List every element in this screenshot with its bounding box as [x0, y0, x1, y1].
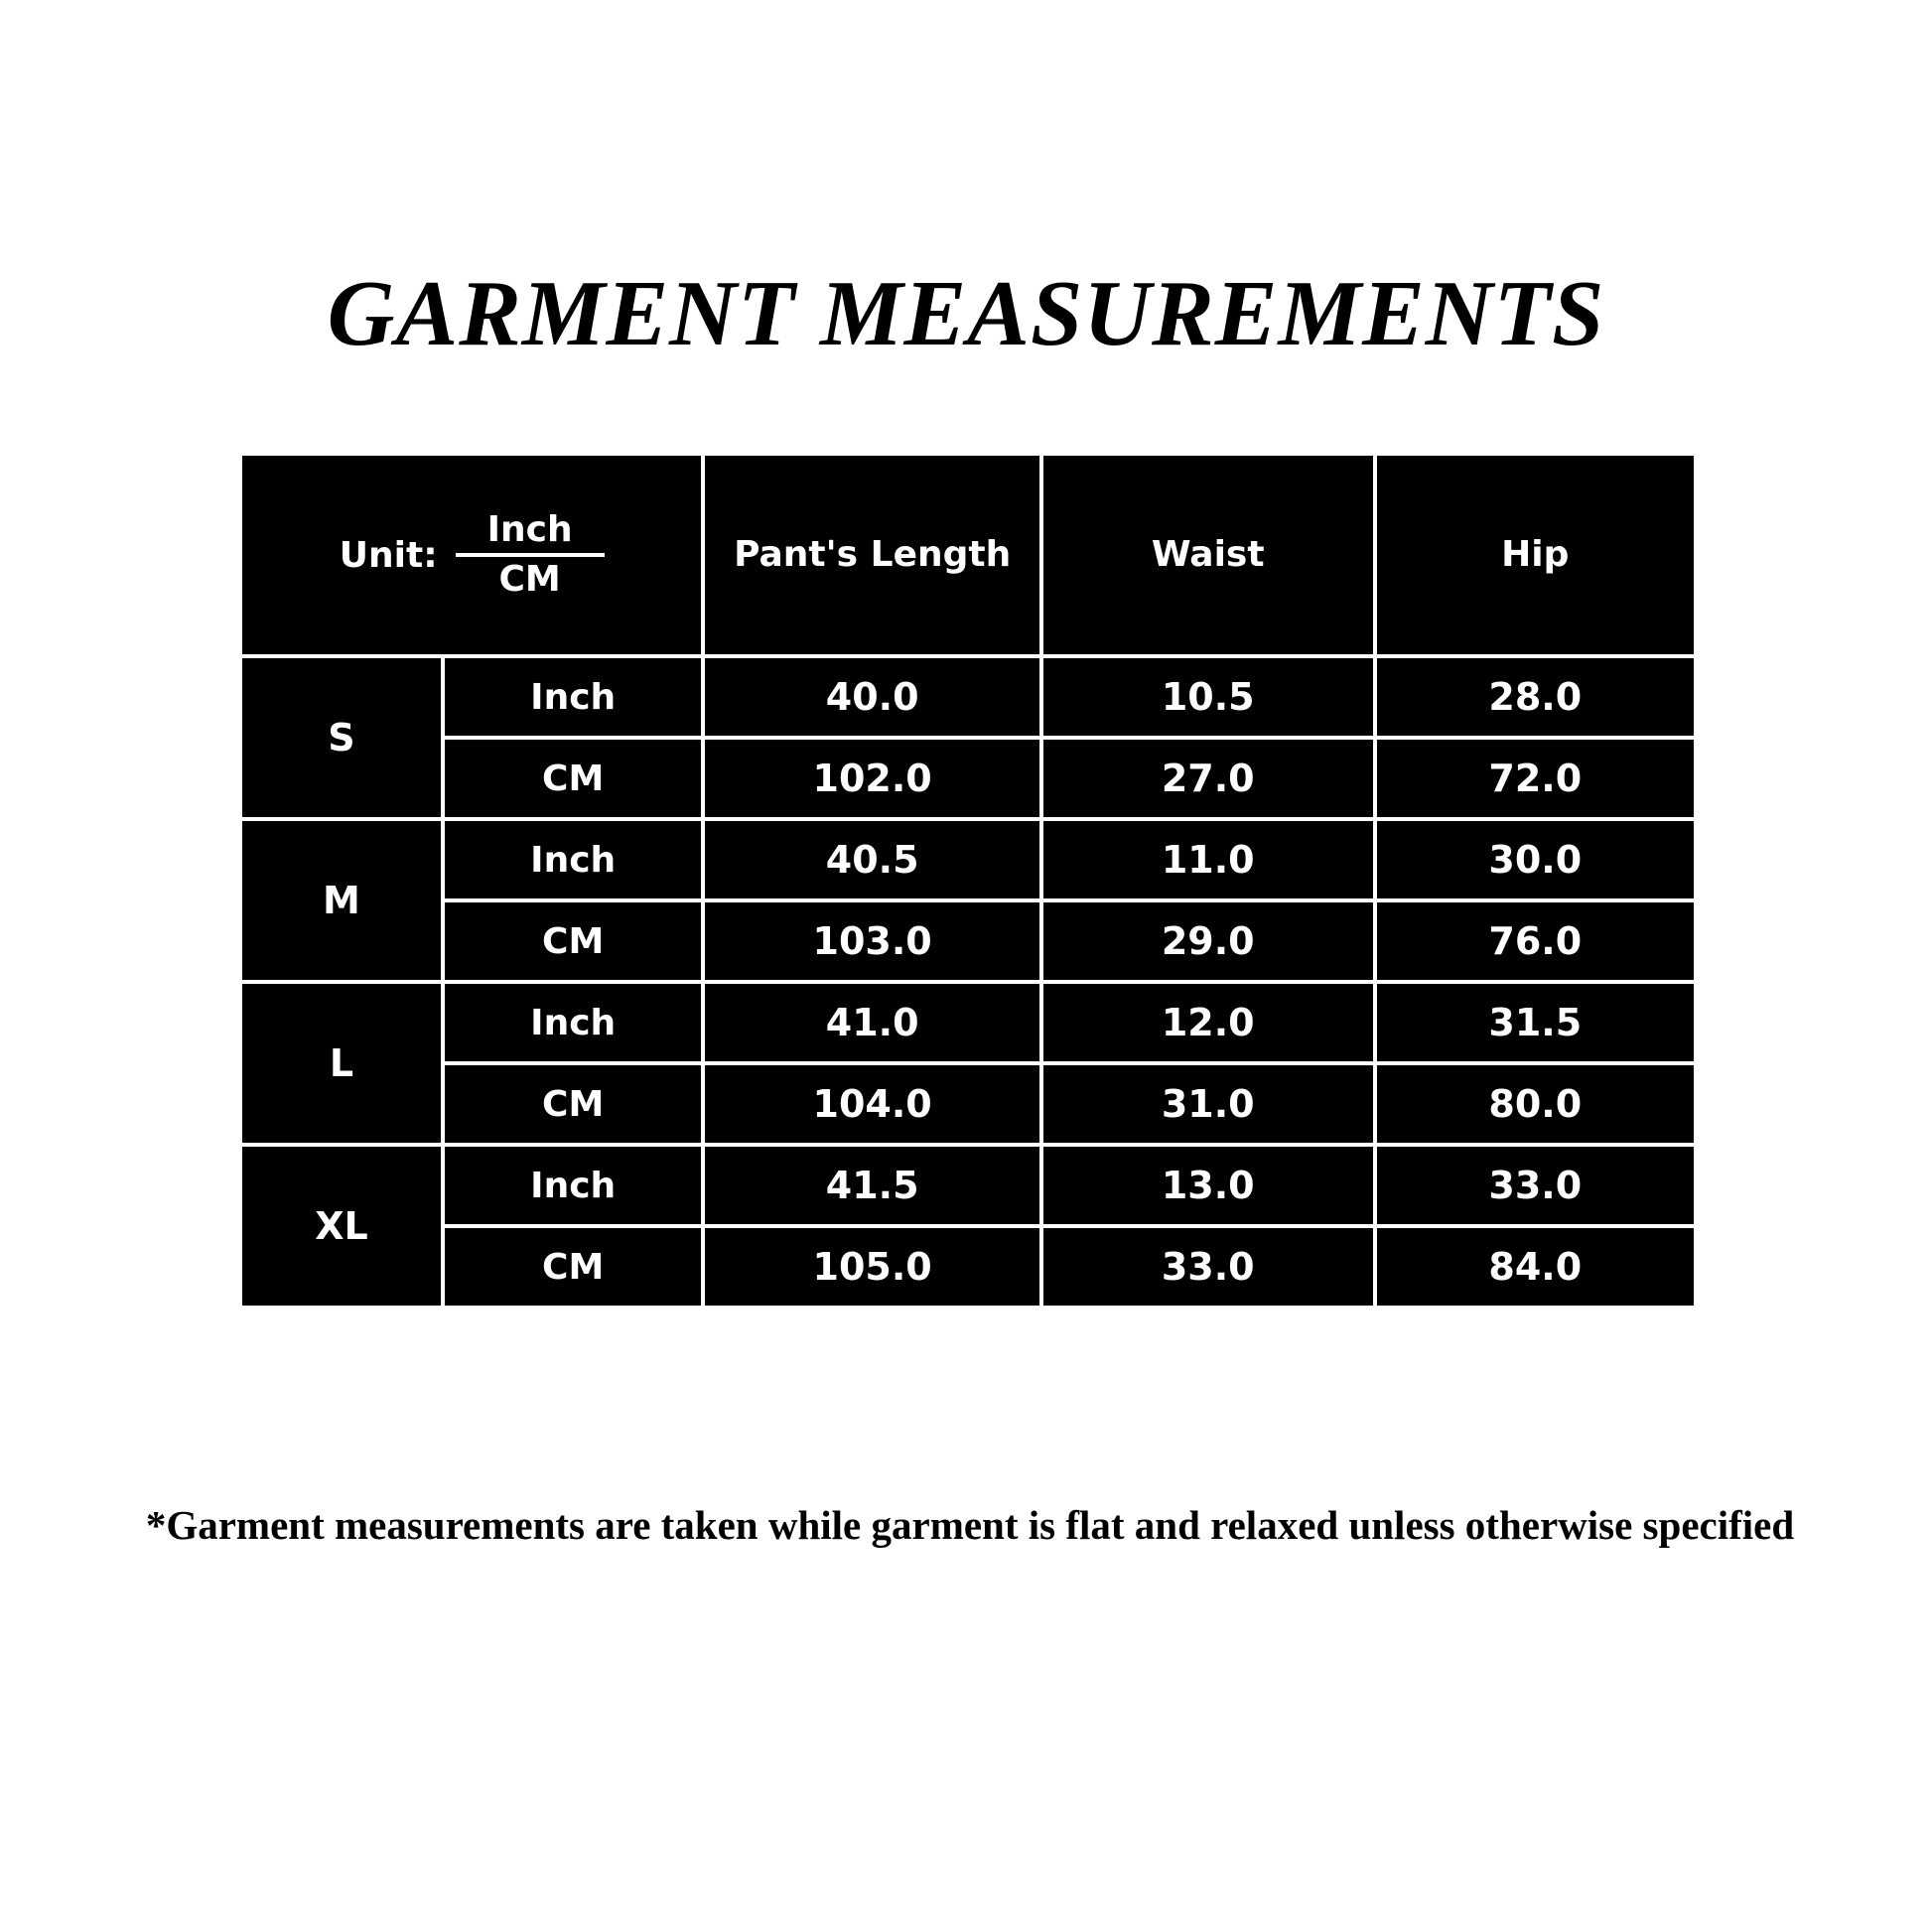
cell-xl-cm-pants-length: 105.0	[705, 1228, 1039, 1306]
measurements-table	[238, 452, 1698, 1310]
size-label-m: M	[242, 821, 441, 980]
cell-s-cm-hip: 72.0	[1377, 740, 1694, 817]
row-unit-cm-l: CM	[445, 1065, 701, 1143]
unit-numerator: Inch	[486, 509, 573, 551]
size-label-l: L	[242, 984, 441, 1143]
cell-l-inch-pants-length: 41.0	[705, 984, 1039, 1061]
table-row	[242, 821, 1694, 898]
unit-header-cell	[242, 456, 701, 654]
cell-s-cm-waist: 27.0	[1043, 740, 1373, 817]
cell-s-inch-pants-length: 40.0	[705, 658, 1039, 736]
cell-s-cm-pants-length: 102.0	[705, 740, 1039, 817]
row-unit-inch-m: Inch	[445, 821, 701, 898]
size-label-xl: XL	[242, 1147, 441, 1306]
footnote-text: *Garment measurements are taken while garment is flat and relaxed unless otherwise specified	[145, 1502, 1795, 1548]
cell-m-cm-pants-length: 103.0	[705, 902, 1039, 980]
table-row	[242, 1228, 1694, 1306]
table-row	[242, 1147, 1694, 1224]
unit-fraction	[456, 511, 605, 599]
cell-l-inch-hip: 31.5	[1377, 984, 1694, 1061]
cell-m-inch-waist: 11.0	[1043, 821, 1373, 898]
cell-xl-cm-waist: 33.0	[1043, 1228, 1373, 1306]
table-row	[242, 1065, 1694, 1143]
row-unit-cm-m: CM	[445, 902, 701, 980]
table-header-row	[242, 456, 1694, 654]
row-unit-inch-s: Inch	[445, 658, 701, 736]
row-unit-cm-s: CM	[445, 740, 701, 817]
row-unit-inch-l: Inch	[445, 984, 701, 1061]
row-unit-cm-xl: CM	[445, 1228, 701, 1306]
unit-label: Unit:	[339, 534, 438, 576]
row-unit-inch-xl: Inch	[445, 1147, 701, 1224]
cell-xl-cm-hip: 84.0	[1377, 1228, 1694, 1306]
cell-m-cm-hip: 76.0	[1377, 902, 1694, 980]
cell-l-cm-hip: 80.0	[1377, 1065, 1694, 1143]
cell-l-inch-waist: 12.0	[1043, 984, 1373, 1061]
cell-xl-inch-waist: 13.0	[1043, 1147, 1373, 1224]
cell-xl-inch-pants-length: 41.5	[705, 1147, 1039, 1224]
cell-s-inch-waist: 10.5	[1043, 658, 1373, 736]
cell-xl-inch-hip: 33.0	[1377, 1147, 1694, 1224]
table-row	[242, 902, 1694, 980]
size-label-s: S	[242, 658, 441, 817]
table-row	[242, 984, 1694, 1061]
cell-m-inch-hip: 30.0	[1377, 821, 1694, 898]
measurements-table-container	[238, 452, 1698, 1310]
unit-denominator: CM	[498, 559, 561, 600]
cell-m-inch-pants-length: 40.5	[705, 821, 1039, 898]
column-header-hip: Hip	[1377, 456, 1694, 654]
cell-l-cm-pants-length: 104.0	[705, 1065, 1039, 1143]
column-header-waist: Waist	[1043, 456, 1373, 654]
cell-m-cm-waist: 29.0	[1043, 902, 1373, 980]
cell-s-inch-hip: 28.0	[1377, 658, 1694, 736]
table-row	[242, 658, 1694, 736]
cell-l-cm-waist: 31.0	[1043, 1065, 1373, 1143]
table-row	[242, 740, 1694, 817]
page-title: GARMENT MEASUREMENTS	[327, 262, 1605, 365]
column-header-pants-length: Pant's Length	[705, 456, 1039, 654]
